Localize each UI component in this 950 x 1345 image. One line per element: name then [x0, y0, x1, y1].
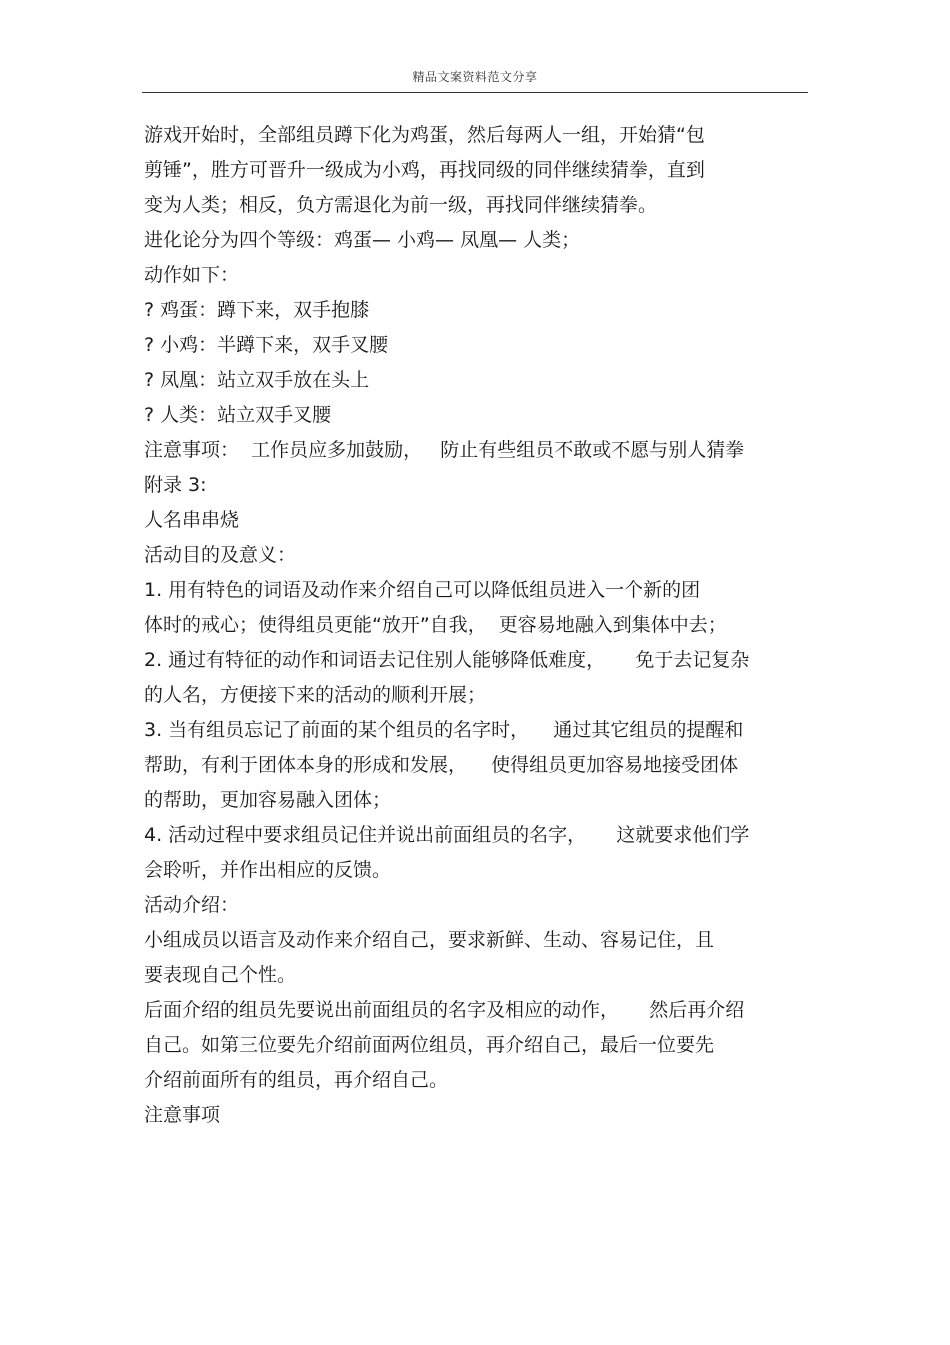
list-item: ? 小鸡：半蹲下来，双手叉腰	[144, 334, 389, 356]
text-line: 2. 通过有特征的动作和词语去记住别人能够降低难度， 免于去记复杂	[144, 649, 750, 671]
text-line: 变为人类；相反，负方需退化为前一级，再找同伴继续猜拳。	[144, 194, 658, 216]
text-line: 进化论分为四个等级：鸡蛋— 小鸡— 凤凰— 人类；	[144, 229, 581, 251]
list-item: ? 鸡蛋：蹲下来，双手抱膝	[144, 299, 370, 321]
text-line: 动作如下：	[144, 264, 240, 286]
text-line: 3. 当有组员忘记了前面的某个组员的名字时， 通过其它组员的提醒和	[144, 719, 744, 741]
text-line: 活动介绍：	[144, 894, 240, 916]
text-line: 的人名，方便接下来的活动的顺利开展；	[144, 684, 487, 706]
text-line: 游戏开始时，全部组员蹲下化为鸡蛋，然后每两人一组，开始猜“包	[144, 124, 705, 146]
text-line: 注意事项	[144, 1104, 221, 1126]
text-line: 的帮助，更加容易融入团体；	[144, 789, 392, 811]
section-heading: 附录 3:	[144, 474, 207, 496]
text-line: 会聆听，并作出相应的反馈。	[144, 859, 392, 881]
text-line: 1. 用有特色的词语及动作来介绍自己可以降低组员进入一个新的团	[144, 579, 701, 601]
text-line: 活动目的及意义：	[144, 544, 297, 566]
text-line: 要表现自己个性。	[144, 964, 297, 986]
list-item: ? 人类：站立双手叉腰	[144, 404, 332, 426]
text-line: 后面介绍的组员先要说出前面组员的名字及相应的动作， 然后再介绍	[144, 999, 745, 1021]
text-line: 帮助，有利于团体本身的形成和发展， 使得组员更加容易地接受团体	[144, 754, 739, 776]
text-line: 体时的戒心；使得组员更能“放开”自我， 更容易地融入到集体中去；	[144, 614, 727, 636]
list-item: ? 凤凰：站立双手放在头上	[144, 369, 370, 391]
text-line: 剪锤”，胜方可晋升一级成为小鸡，再找同级的同伴继续猜拳，直到	[144, 159, 705, 181]
text-line: 4. 活动过程中要求组员记住并说出前面组员的名字， 这就要求他们学	[144, 824, 750, 846]
text-line: 注意事项： 工作员应多加鼓励， 防止有些组员不敢或不愿与别人猜拳	[144, 439, 745, 461]
page-header	[142, 64, 808, 93]
page-header-title: 精品文案资料范文分享	[412, 70, 538, 84]
text-line: 介绍前面所有的组员，再介绍自己。	[144, 1069, 449, 1091]
document-body	[144, 118, 824, 1133]
section-heading: 人名串串烧	[144, 509, 240, 531]
text-line: 小组成员以语言及动作来介绍自己，要求新鲜、生动、容易记住，且	[144, 929, 715, 951]
text-line: 自己。如第三位要先介绍前面两位组员，再介绍自己，最后一位要先	[144, 1034, 715, 1056]
